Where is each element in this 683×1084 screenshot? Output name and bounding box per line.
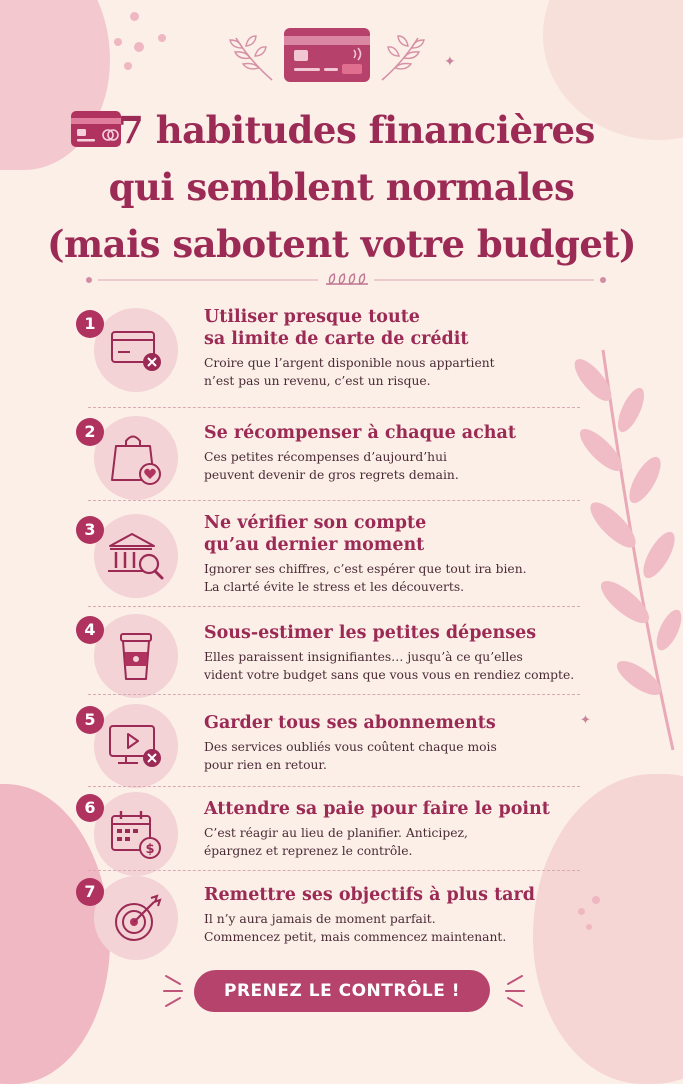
habit-description-line: Croire que l’argent disponible nous appartient xyxy=(204,356,495,370)
credit-card-icon xyxy=(282,26,372,84)
leaf-sprig-icon xyxy=(228,32,276,84)
number-badge: 4 xyxy=(76,616,104,644)
number-badge: 7 xyxy=(76,878,104,906)
habit-description xyxy=(204,560,580,596)
decor-dot xyxy=(114,38,122,46)
decor-dot xyxy=(158,34,166,42)
decor-dot xyxy=(592,896,600,904)
separator xyxy=(88,694,580,695)
icon-circle xyxy=(94,308,178,392)
coffee-cup-icon xyxy=(94,614,178,698)
habit-description xyxy=(204,448,580,484)
separator xyxy=(88,500,580,501)
habit-heading-line: qu’au dernier moment xyxy=(204,535,425,555)
habit-description-line: Elles paraissent insignifiantes… jusqu’à ce qu’elles xyxy=(204,650,523,664)
habit-heading: Se récompenser à chaque achat xyxy=(204,423,516,443)
ornamental-divider xyxy=(86,272,606,288)
habit-description-line: peuvent devenir de gros regrets demain. xyxy=(204,468,459,482)
habit-description-line: épargnez et reprenez le contrôle. xyxy=(204,844,413,858)
habit-item-2 xyxy=(76,414,580,498)
leaf-branch-icon xyxy=(573,340,683,760)
habit-description xyxy=(204,910,580,946)
habit-description xyxy=(204,738,580,774)
icon-circle xyxy=(94,792,178,876)
habit-heading-line: sa limite de carte de crédit xyxy=(204,329,469,349)
habit-text xyxy=(204,712,580,774)
title-line: qui semblent normales xyxy=(108,165,575,209)
habit-heading: Garder tous ses abonnements xyxy=(204,713,496,733)
number-badge: 1 xyxy=(76,310,104,338)
decor-dot xyxy=(134,42,144,52)
habit-text xyxy=(204,512,580,596)
icon-circle xyxy=(94,514,178,598)
credit-card-x-icon xyxy=(94,308,178,392)
habit-heading xyxy=(204,306,580,350)
title-line: (mais sabotent votre budget) xyxy=(46,222,637,266)
habit-description-line: Des services oubliés vous coûtent chaque mois xyxy=(204,740,497,754)
habit-item-1 xyxy=(76,306,580,396)
icon-circle xyxy=(94,614,178,698)
number-badge: 2 xyxy=(76,418,104,446)
habit-description-line: C’est réagir au lieu de planifier. Anticipez, xyxy=(204,826,468,840)
habit-description-line: Ces petites récompenses d’aujourd’hui xyxy=(204,450,447,464)
decor-dot xyxy=(130,12,139,21)
habit-text xyxy=(204,798,580,860)
sparkle-icon: ✦ xyxy=(580,713,591,728)
calendar-dollar-icon xyxy=(94,792,178,876)
habit-text xyxy=(204,306,580,390)
separator xyxy=(88,870,580,871)
separator xyxy=(88,606,580,607)
decor-dot xyxy=(586,924,592,930)
title-line: 7 habitudes financières xyxy=(118,108,595,152)
separator xyxy=(88,407,580,408)
page-title xyxy=(0,102,683,273)
habit-description-line: Commencez petit, mais commencez maintenant. xyxy=(204,930,507,944)
habit-description-line: vident votre budget sans que vous vous en rendiez compte. xyxy=(204,668,575,682)
habit-item-4 xyxy=(76,612,580,696)
icon-circle xyxy=(94,416,178,500)
habit-heading xyxy=(204,512,580,556)
habit-heading: Attendre sa paie pour faire le point xyxy=(204,799,550,819)
habit-heading: Remettre ses objectifs à plus tard xyxy=(204,885,535,905)
habit-heading-line: Ne vérifier son compte xyxy=(204,513,427,533)
habit-item-3 xyxy=(76,512,580,602)
target-arrow-icon xyxy=(94,876,178,960)
number-badge: 5 xyxy=(76,706,104,734)
icon-circle xyxy=(94,876,178,960)
habit-description-line: La clarté évite le stress et les découverts. xyxy=(204,580,465,594)
habit-item-7 xyxy=(76,874,580,958)
icon-circle xyxy=(94,704,178,788)
number-badge: 3 xyxy=(76,516,104,544)
habit-description xyxy=(204,824,580,860)
habit-description-line: Ignorer ses chiffres, c’est espérer que tout ira bien. xyxy=(204,562,527,576)
habit-description xyxy=(204,648,580,684)
habit-heading-line: Utiliser presque toute xyxy=(204,307,420,327)
sparkle-icon: ✦ xyxy=(444,54,456,70)
habit-description-line: pour rien en retour. xyxy=(204,758,327,772)
number-badge: 6 xyxy=(76,794,104,822)
habit-text xyxy=(204,884,580,946)
svg-text:$: $ xyxy=(145,842,155,857)
habit-item-6 xyxy=(76,790,580,874)
habit-description xyxy=(204,354,580,390)
leaf-sprig-icon xyxy=(378,32,426,84)
habit-item-5 xyxy=(76,702,580,786)
habit-text xyxy=(204,422,580,484)
emphasis-lines-icon xyxy=(488,972,528,1010)
habit-heading: Sous-estimer les petites dépenses xyxy=(204,623,537,643)
separator xyxy=(88,786,580,787)
bank-magnifier-icon xyxy=(94,514,178,598)
shopping-bag-heart-icon xyxy=(94,416,178,500)
video-subscription-x-icon xyxy=(94,704,178,788)
decor-dot xyxy=(124,62,132,70)
habit-text xyxy=(204,622,580,684)
take-control-button[interactable]: PRENEZ LE CONTRÔLE ! xyxy=(194,970,490,1012)
habit-description-line: Il n’y aura jamais de moment parfait. xyxy=(204,912,436,926)
habit-description-line: n’est pas un revenu, c’est un risque. xyxy=(204,374,431,388)
